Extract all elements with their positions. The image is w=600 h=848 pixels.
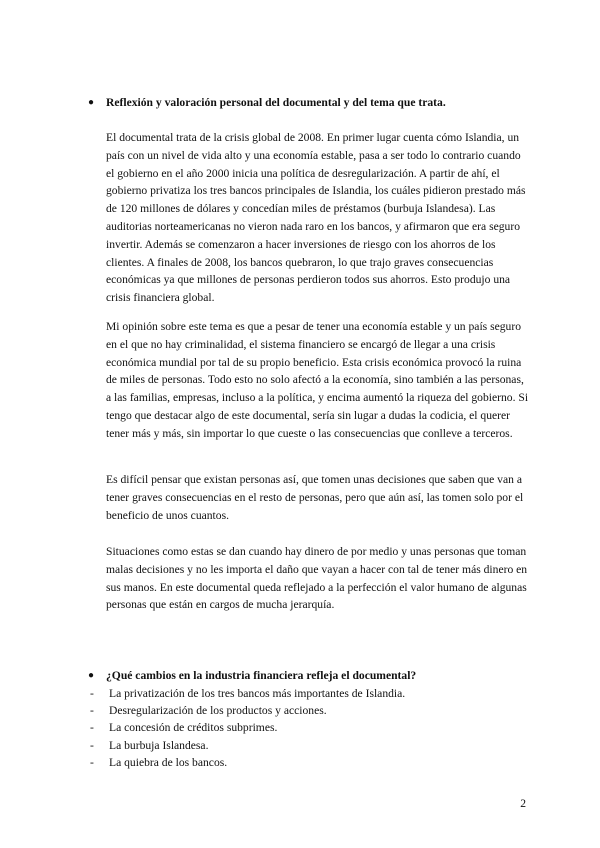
list-item-text: La burbuja Islandesa.: [109, 738, 209, 752]
list-item: [88, 702, 528, 719]
list-item: [88, 737, 528, 754]
heading-text: Reflexión y valoración personal del documental y del tema que trata.: [106, 96, 446, 109]
paragraph-summary: El documental trata de la crisis global de 2008. En primer lugar cuenta cómo Islandia, un país con un nivel de vida alto y una economía estable, pasa a ser todo lo contrario cuando el gobierno en el año 2000 inicia una política de desregularización. A partir de ahí, el gobierno privatiza los tres bancos principales de Islandia, los cuáles pidieron prestado más de 120 millones de dólares y concedían miles de préstamos (burbuja Islandesa). Las auditorias norteamericanas no vieron nada raro en los bancos, y afirmaron que era seguro invertir. Además se comenzaron a hacer inversiones de riesgo con los ahorros de los clientes. A finales de 2008, los bancos quebraron, lo que trajo graves consecuencias económicas ya que millones de personas perdieron todos sus ahorros. Esto produjo una crisis financiera global.: [106, 131, 526, 305]
bullet-icon: ●: [88, 670, 95, 681]
dash-marker: -: [90, 755, 94, 769]
list-item-text: La quiebra de los bancos.: [109, 755, 228, 769]
dash-marker: -: [90, 687, 94, 700]
list-item: [88, 719, 528, 736]
page-number: 2: [520, 797, 526, 810]
paragraph-opinion: Mi opinión sobre este tema es que a pesar de tener una economía estable y un país seguro en el que no hay criminalidad, el sistema financiero se encargó de llegar a una crisis económica mundial por tal de su propio beneficio. Esta crisis económica provocó la ruina de miles de personas. Todo esto no solo afectó a la economía, sino también a las personas, a las familias, empresas, incluso a la política, y encima aumentó la riqueza del gobierno. Si tengo que destacar algo de este documental, sería sin lugar a dudas la codicia, el querer tener más y más, sin importar lo que cueste o las consecuencias que conlleve a terceros.: [106, 320, 529, 440]
list-item-text: La privatización de los tres bancos más importantes de Islandia.: [109, 687, 406, 700]
heading-text: ¿Qué cambios en la industria financiera refleja el documental?: [106, 669, 417, 682]
paragraph-difficult: Es difícil pensar que existan personas así, que tomen unas decisiones que saben que van a tener graves consecuencias en el resto de personas, pero que aún así, las tomen solo por el beneficio de unos cuantos.: [106, 473, 524, 522]
dash-marker: -: [90, 721, 94, 735]
list-item: [88, 685, 528, 702]
bullet-icon: ●: [88, 97, 95, 108]
changes-list: [88, 685, 528, 771]
dash-marker: -: [90, 738, 94, 752]
list-item-text: La concesión de créditos subprimes.: [109, 721, 278, 735]
paragraph-situations: Situaciones como estas se dan cuando hay dinero de por medio y unas personas que toman malas decisiones y no les importa el daño que vayan a hacer con tal de tener más dinero en sus manos. En este documental queda reflejado a la perfección el valor humano de algunas personas que están en cargos de mucha jerarquía.: [106, 545, 528, 612]
list-item-text: Desregularización de los productos y acciones.: [109, 704, 327, 718]
dash-marker: -: [90, 704, 94, 718]
list-item: [88, 754, 528, 771]
